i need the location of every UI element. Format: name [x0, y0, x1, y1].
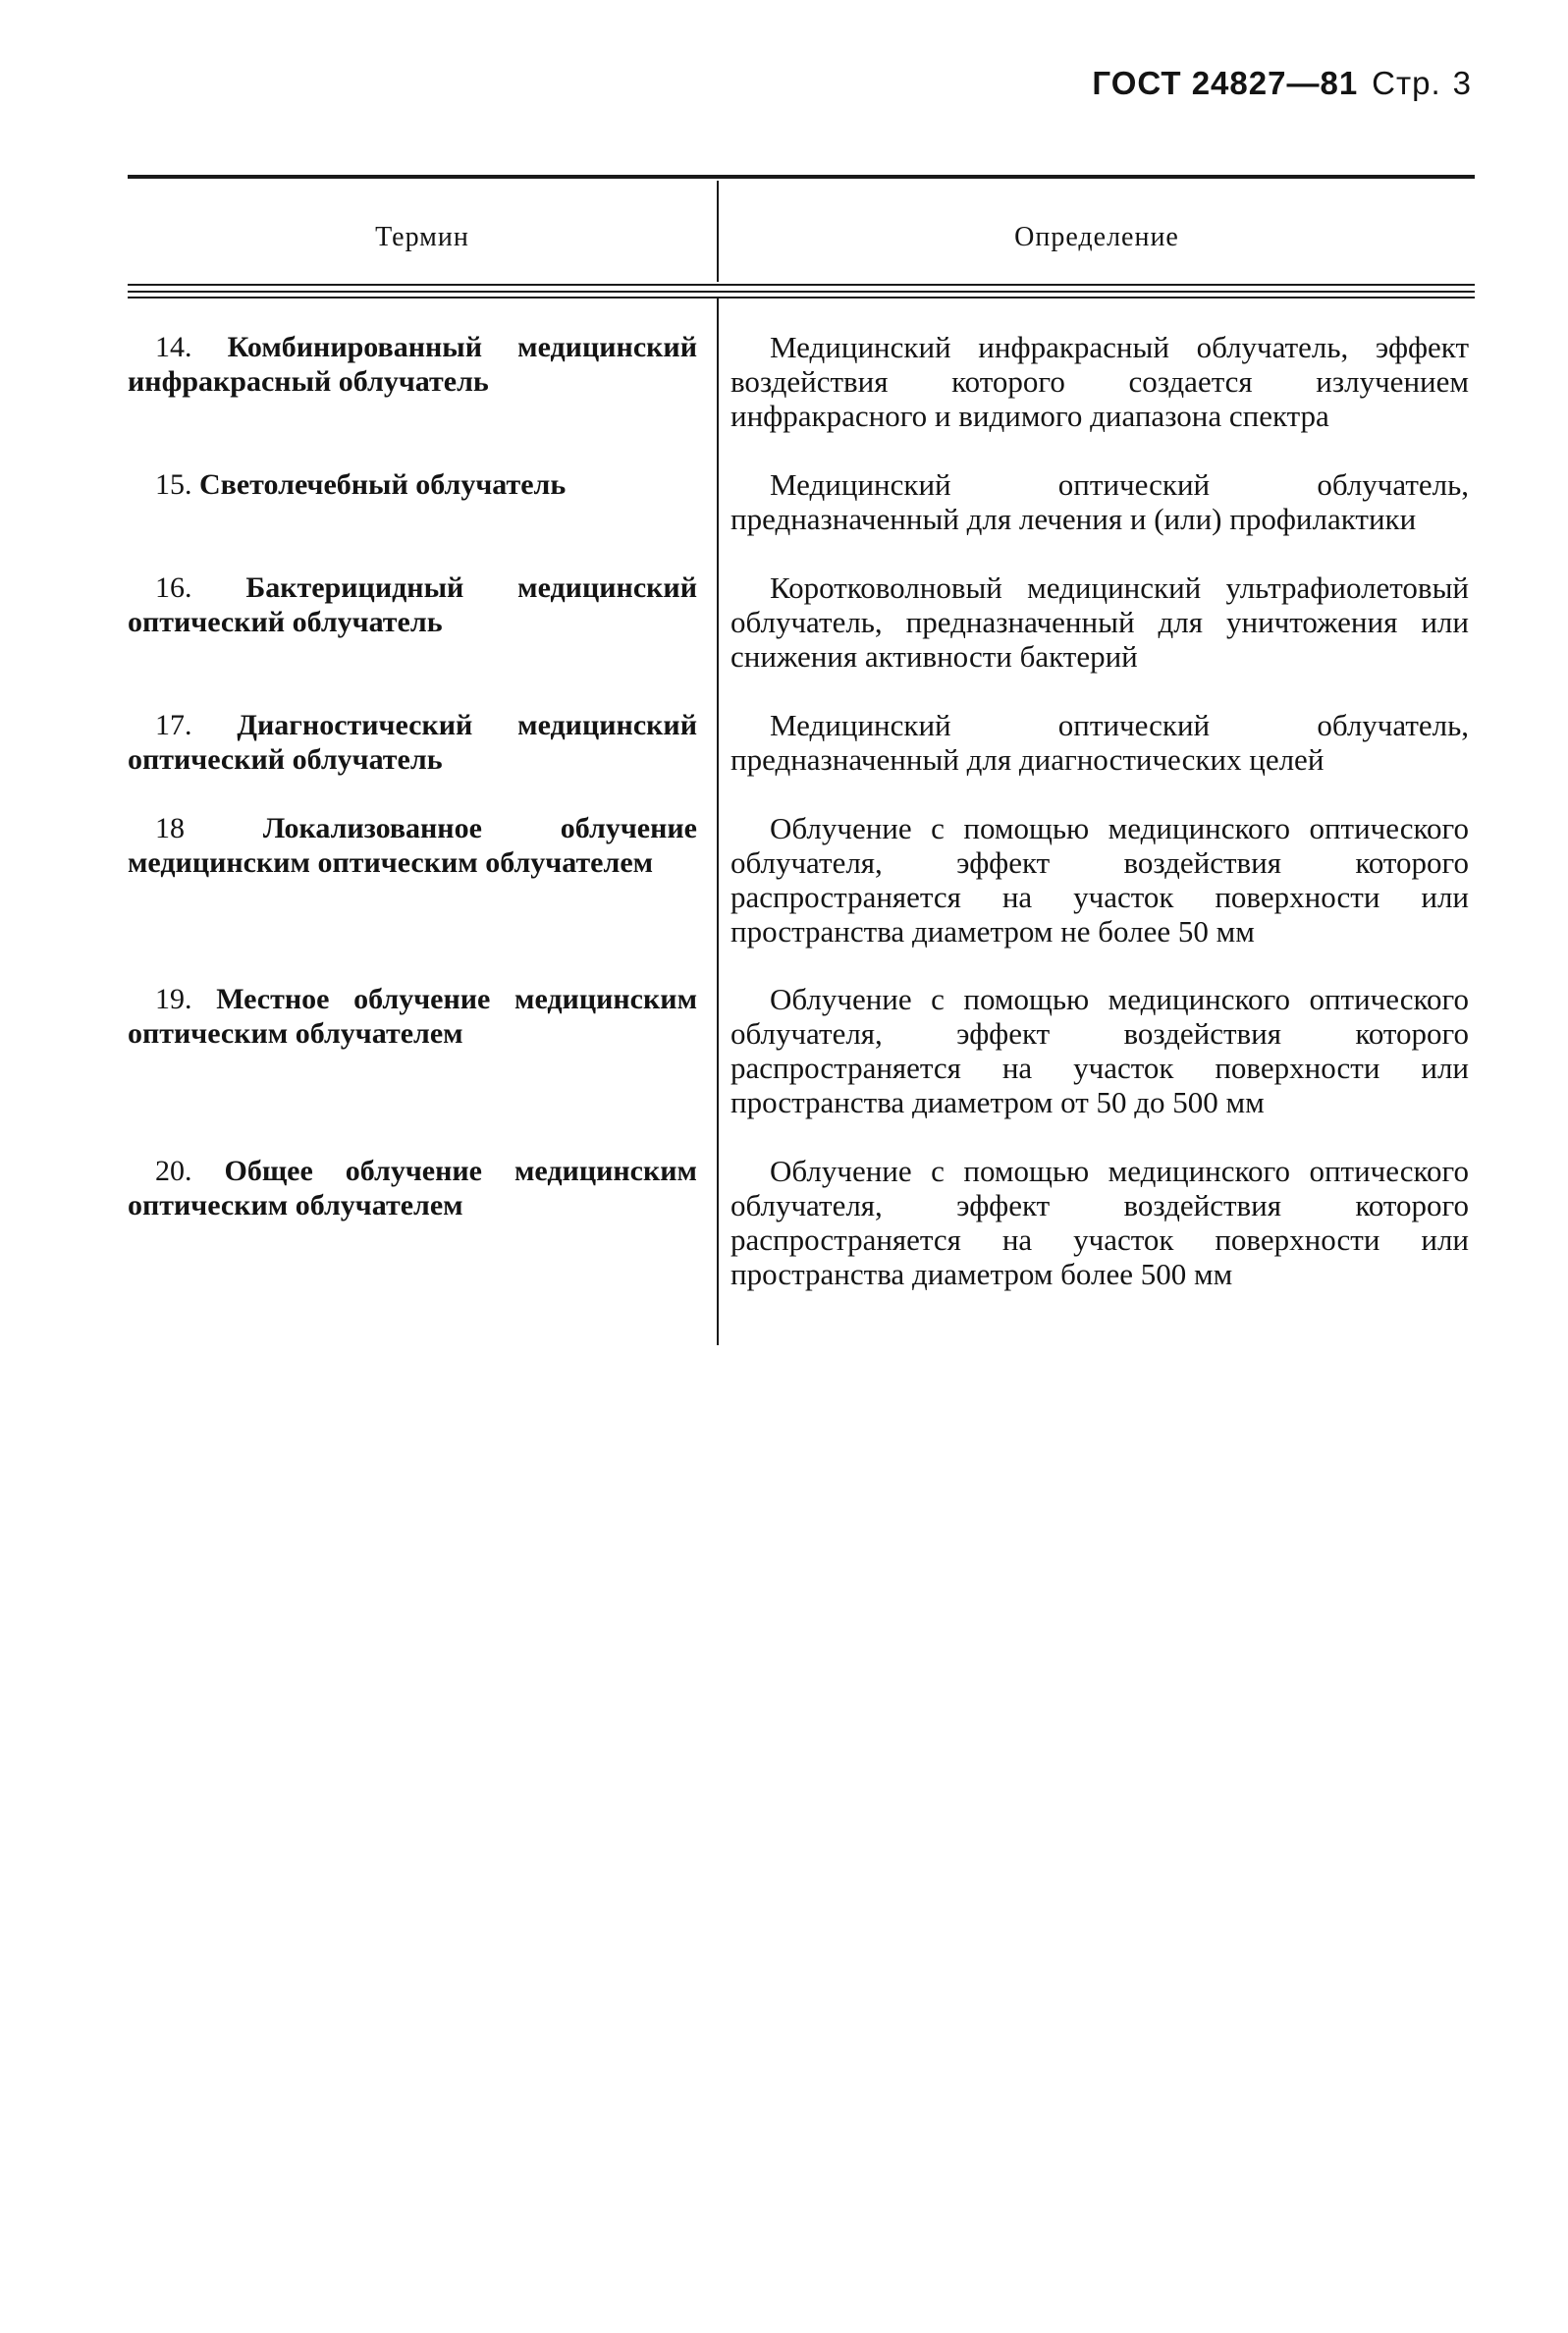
term-cell: [128, 1154, 697, 1222]
term-cell: [128, 982, 697, 1051]
standard-code: ГОСТ 24827—81: [1092, 65, 1359, 101]
term-text: Локализованное облучение медицинским оптическим облучателем: [128, 812, 697, 879]
term-text: Бактерицидный медицинский оптический облучатель: [128, 571, 697, 638]
term-cell: [128, 330, 697, 399]
term-cell: [128, 467, 697, 502]
term-number: 17.: [155, 709, 192, 741]
definition-cell: Медицинский оптический облучатель, предназначенный для лечения и (или) профилактики: [730, 467, 1469, 536]
definition-cell: Медицинский оптический облучатель, предназначенный для диагностических целей: [730, 708, 1469, 777]
header-rule: [128, 284, 1475, 286]
term-text: Местное облучение медицинским оптическим облучателем: [128, 983, 698, 1050]
page-word: Стр.: [1372, 65, 1441, 101]
page-header: [1092, 65, 1472, 102]
term-number: 15.: [155, 468, 192, 501]
term-text: Диагностический медицинский оптический облучатель: [128, 709, 697, 776]
term-cell: [128, 708, 697, 777]
definition-cell: Облучение с помощью медицинского оптического облучателя, эффект воздействия которого распространяется на участок поверхности или пространства диаметром более 500 мм: [730, 1154, 1469, 1291]
term-number: 16.: [155, 571, 192, 604]
terms-table: [128, 175, 1475, 1345]
definition-cell: Облучение с помощью медицинского оптического облучателя, эффект воздействия которого распространяется на участок поверхности или пространства диаметром от 50 до 500 мм: [730, 982, 1469, 1119]
term-number: 19.: [155, 983, 192, 1015]
term-text: Общее облучение медицинским оптическим облучателем: [128, 1155, 697, 1221]
column-header-definition: Определение: [1014, 222, 1179, 252]
header-rule: [128, 291, 1475, 293]
term-number: 20.: [155, 1155, 192, 1187]
column-divider: [717, 298, 719, 1345]
column-header-term: Термин: [375, 222, 469, 252]
term-number: 18: [155, 812, 185, 844]
table-top-rule: [128, 175, 1475, 179]
term-cell: [128, 811, 697, 880]
definition-cell: Облучение с помощью медицинского оптического облучателя, эффект воздействия которого распространяется на участок поверхности или пространства диаметром не более 50 мм: [730, 811, 1469, 949]
definition-cell: Медицинский инфракрасный облучатель, эффект воздействия которого создается излучением инфракрасного и видимого диапазона спектра: [730, 330, 1469, 433]
definition-cell: Коротковолновый медицинский ультрафиолетовый облучатель, предназначенный для уничтожения или снижения активности бактерий: [730, 570, 1469, 674]
header-rule: [128, 297, 1475, 298]
term-text: Светолечебный облучатель: [199, 468, 567, 501]
term-text: Комбинированный медицинский инфракрасный облучатель: [128, 331, 697, 398]
term-number: 14.: [155, 331, 192, 363]
term-cell: [128, 570, 697, 639]
page-number: 3: [1452, 65, 1472, 101]
